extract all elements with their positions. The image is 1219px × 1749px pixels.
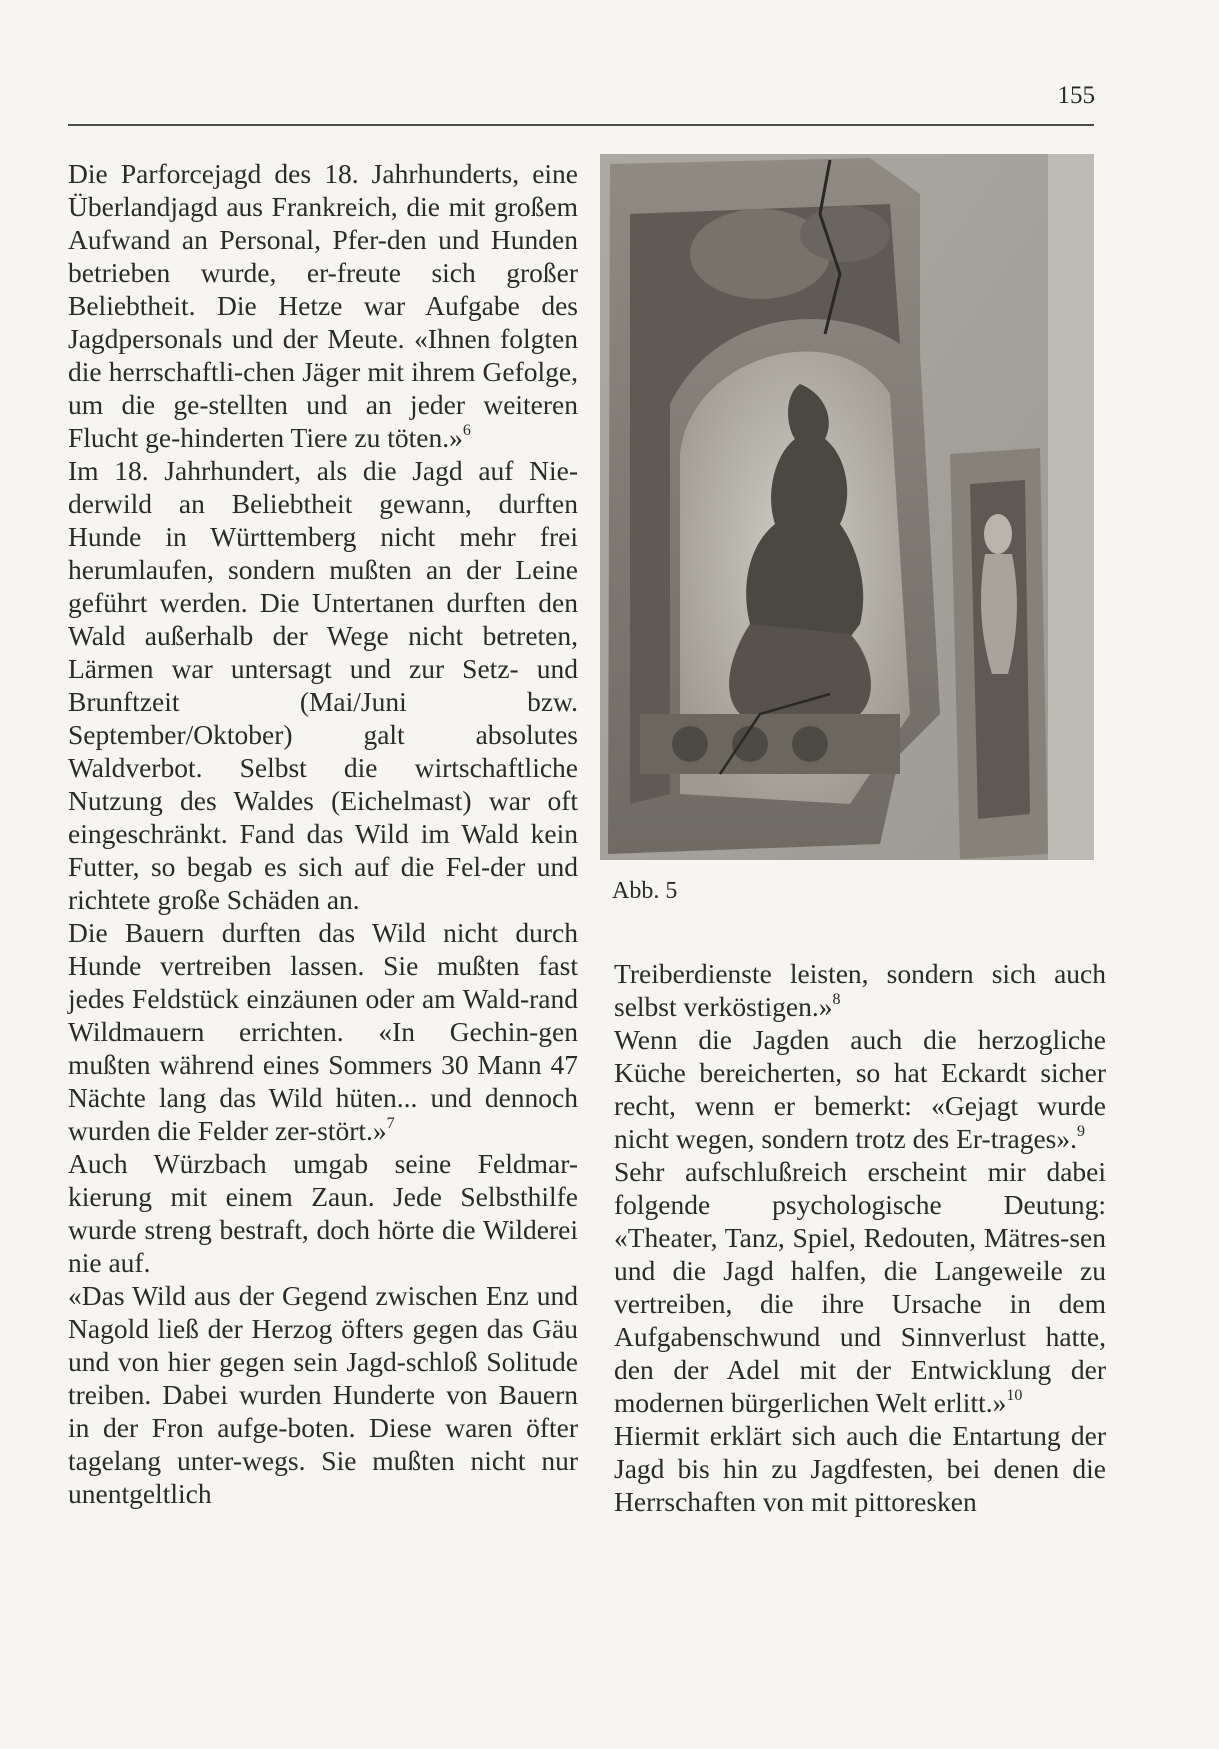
paragraph xyxy=(68,1279,578,1510)
paragraph-text: Hiermit erklärt sich auch die Entartung der Jagd bis hin zu Jagdfesten, bei denen die Herrschaften von mit pittoresken xyxy=(614,1420,1106,1517)
footnote-ref: 10 xyxy=(1006,1387,1023,1404)
paragraph xyxy=(614,957,1106,1023)
paragraph xyxy=(68,454,578,916)
figure-relief-photo xyxy=(600,154,1094,860)
paragraph-text: Treiberdienste leisten, sondern sich auch selbst verköstigen.» xyxy=(614,958,1106,1022)
footnote-ref: 8 xyxy=(832,991,841,1008)
paragraph-text: Wenn die Jagden auch die herzogliche Küche bereicherten, so hat Eckardt sicher recht, wenn er bemerkt: «Gejagt wurde nicht wegen, sondern trotz des Er-trages». xyxy=(614,1024,1106,1154)
paragraph-text: Im 18. Jahrhundert, als die Jagd auf Nie-derwild an Beliebtheit gewann, durften Hunde in Württemberg nicht mehr frei herumlaufen, sondern mußten an der Leine geführt werden. Die Untertanen durften den Wald außerhalb der Wege nicht betreten, Lärmen war untersagt und zur Setz- und Brunftzeit (Mai/Juni bzw. September/Oktober) galt absolutes Waldverbot. Selbst die wirtschaftliche Nutzung des Waldes (Eichelmast) war oft eingeschränkt. Fand das Wild im Wald kein Futter, so begab es sich auf die Fel-der und richtete große Schäden an. xyxy=(68,455,578,915)
header-rule xyxy=(68,124,1094,126)
paragraph-text: Sehr aufschlußreich erscheint mir dabei folgende psychologische Deutung: «Theater, Tanz, Spiel, Redouten, Mätres-sen und die Jagd halfen, die Langeweile zu vertreiben, die ihre Ursache in dem Aufgabenschwund und Sinnverlust hatte, den der Adel mit der Entwicklung der modernen bürgerlichen Welt erlitt.» xyxy=(614,1156,1106,1418)
paragraph-text: «Das Wild aus der Gegend zwischen Enz und Nagold ließ der Herzog öfters gegen das Gäu und von hier gegen sein Jagd-schloß Solitude treiben. Dabei wurden Hunderte von Bauern in der Fron aufge-boten. Diese waren öfter tagelang unter-wegs. Sie mußten nicht nur unentgeltlich xyxy=(68,1280,578,1509)
page-number: 155 xyxy=(1057,82,1095,109)
left-column xyxy=(68,157,578,1510)
paragraph-text: Auch Würzbach umgab seine Feldmar-kierung mit einem Zaun. Jede Selbsthilfe wurde streng bestraft, doch hörte die Wilderei nie auf. xyxy=(68,1148,578,1278)
footnote-ref: 6 xyxy=(462,422,471,439)
paragraph-text: Die Bauern durften das Wild nicht durch Hunde vertreiben lassen. Sie mußten fast jedes Feldstück einzäunen oder am Wald-rand Wildmauern errichten. «In Gechin-gen mußten während eines Sommers 30 Mann 47 Nächte lang das Wild hüten... und dennoch wurden die Felder zer-stört.» xyxy=(68,917,578,1146)
paragraph xyxy=(614,1155,1106,1419)
paragraph xyxy=(614,1419,1106,1518)
footnote-ref: 7 xyxy=(386,1115,395,1132)
footnote-ref: 9 xyxy=(1076,1123,1085,1140)
figure-caption: Abb. 5 xyxy=(612,878,678,904)
paragraph xyxy=(614,1023,1106,1155)
right-column xyxy=(614,957,1106,1518)
paragraph xyxy=(68,157,578,454)
paragraph xyxy=(68,1147,578,1279)
paragraph xyxy=(68,916,578,1147)
paragraph-text: Die Parforcejagd des 18. Jahrhunderts, eine Überlandjagd aus Frankreich, die mit großem Aufwand an Personal, Pfer-den und Hunden betrieben wurde, er-freute sich großer Beliebtheit. Die Hetze war Aufgabe des Jagdpersonals und der Meute. «Ihnen folgten die herrschaftli-chen Jäger mit ihrem Gefolge, um die ge-stellten und an jeder weiteren Flucht ge-hinderten Tiere zu töten.» xyxy=(68,158,578,453)
